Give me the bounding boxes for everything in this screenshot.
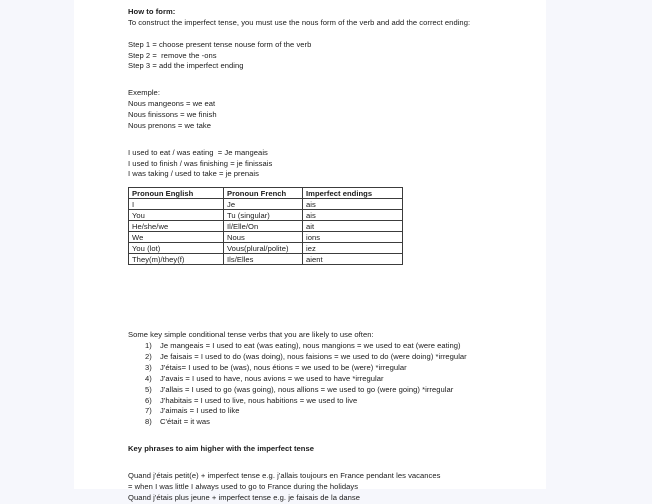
- list-item-text: J'avais = I used to have, nous avions = we used to have *irregular: [160, 373, 384, 383]
- example-english-1: I used to eat / was eating = Je mangeais: [128, 147, 268, 157]
- example-french-1: Nous mangeons = we eat: [128, 99, 216, 109]
- list-item-number: 4): [145, 373, 152, 383]
- cell-pronoun-french: Il/Elle/On: [224, 221, 303, 232]
- cell-imperfect-ending: ait: [303, 221, 403, 232]
- cell-imperfect-ending: aient: [303, 254, 403, 265]
- list-item: [128, 352, 528, 363]
- document-page: [74, 0, 546, 502]
- cell-pronoun-french: Je: [224, 199, 303, 210]
- list-item: [128, 385, 528, 396]
- spacer: [128, 428, 528, 439]
- spacer: [128, 132, 528, 143]
- list-item-number: 6): [145, 395, 152, 405]
- list-item-number: 3): [145, 362, 152, 372]
- list-item-number: 8): [145, 417, 152, 427]
- cell-pronoun-english: He/she/we: [129, 221, 224, 232]
- example-english-2: I used to finish / was finishing = je finissais: [128, 158, 273, 168]
- cell-pronoun-english: You: [129, 210, 224, 221]
- key-phrase-1-translation: = when I was little I always used to go to France during the holidays: [128, 481, 359, 491]
- cell-pronoun-english: I: [129, 199, 224, 210]
- example-french-2: Nous finissons = we finish: [128, 110, 217, 120]
- column-header-pronoun-english: Pronoun English: [129, 188, 224, 199]
- section-heading-key-phrases: Key phrases to aim higher with the imperfect tense: [128, 444, 314, 454]
- list-item: [128, 417, 528, 428]
- imperfect-endings-table: [128, 187, 403, 265]
- list-item: [128, 341, 528, 352]
- spacer: [128, 180, 528, 185]
- list-item-text: J'aimais = I used to like: [160, 406, 240, 416]
- example-french-3: Nous prenons = we take: [128, 120, 211, 130]
- cell-imperfect-ending: ions: [303, 232, 403, 243]
- key-phrase-2: Quand j'étais plus jeune + imperfect tense e.g. je faisais de la danse: [128, 492, 360, 502]
- list-item-number: 2): [145, 352, 152, 362]
- cell-imperfect-ending: iez: [303, 243, 403, 254]
- cell-pronoun-english: They(m)/they(f): [129, 254, 224, 265]
- example-english-3: I was taking / used to take = je prenais: [128, 169, 259, 179]
- cell-pronoun-english: You (lot): [129, 243, 224, 254]
- key-verbs-list: [128, 341, 528, 428]
- cell-pronoun-french: Tu (singular): [224, 210, 303, 221]
- key-phrase-1: Quand j'étais petit(e) + imperfect tense e.g. j'allais toujours en France pendant les vacances: [128, 470, 441, 480]
- list-item-text: J'allais = I used to go (was going), nous allions = we used to go (were going) *irregular: [160, 384, 454, 394]
- spacer: [128, 72, 528, 83]
- list-item-number: 7): [145, 406, 152, 416]
- list-item-text: J'habitais = I used to live, nous habitions = we used to live: [160, 395, 358, 405]
- list-item-number: 1): [145, 341, 152, 351]
- table-row: [129, 232, 403, 243]
- column-header-imperfect-endings: Imperfect endings: [303, 188, 403, 199]
- list-item-text: Je faisais = I used to do (was doing), nous faisions = we used to do (were doing) *irregular: [160, 352, 467, 362]
- spacer: [128, 455, 528, 466]
- spacer: [128, 29, 528, 40]
- list-item-text: Je mangeais = I used to eat (was eating), nous mangions = we used to eat (were eating): [160, 341, 461, 351]
- verbs-intro-paragraph: Some key simple conditional tense verbs that you are likely to use often:: [128, 330, 374, 340]
- list-item: [128, 363, 528, 374]
- section-heading-how-to-form: How to form:: [128, 7, 176, 16]
- cell-pronoun-french: Vous(plural/polite): [224, 243, 303, 254]
- list-item-text: J'étais= I used to be (was), nous étions = we used to be (were) *irregular: [160, 362, 407, 372]
- list-item-number: 5): [145, 384, 152, 394]
- step-2: Step 2 = remove the -ons: [128, 50, 217, 60]
- list-item: [128, 406, 528, 417]
- step-3: Step 3 = add the imperfect ending: [128, 61, 244, 71]
- spacer: [128, 303, 528, 330]
- list-item: [128, 396, 528, 407]
- cell-pronoun-french: Ils/Elles: [224, 254, 303, 265]
- table-row: [129, 210, 403, 221]
- step-1: Step 1 = choose present tense nouse form of the verb: [128, 39, 312, 49]
- list-item: [128, 374, 528, 385]
- table-row: [129, 254, 403, 265]
- table-row: [129, 221, 403, 232]
- example-heading: Exemple:: [128, 88, 160, 98]
- cell-pronoun-english: We: [129, 232, 224, 243]
- document-content: [128, 7, 528, 504]
- cell-imperfect-ending: ais: [303, 199, 403, 210]
- column-header-pronoun-french: Pronoun French: [224, 188, 303, 199]
- cell-pronoun-french: Nous: [224, 232, 303, 243]
- list-item-text: C'était = it was: [160, 417, 210, 427]
- table-row: [129, 243, 403, 254]
- cell-imperfect-ending: ais: [303, 210, 403, 221]
- table-row: [129, 199, 403, 210]
- intro-paragraph: To construct the imperfect tense, you must use the nous form of the verb and add the correct ending:: [128, 17, 471, 27]
- spacer: [128, 265, 528, 303]
- table-header-row: [129, 188, 403, 199]
